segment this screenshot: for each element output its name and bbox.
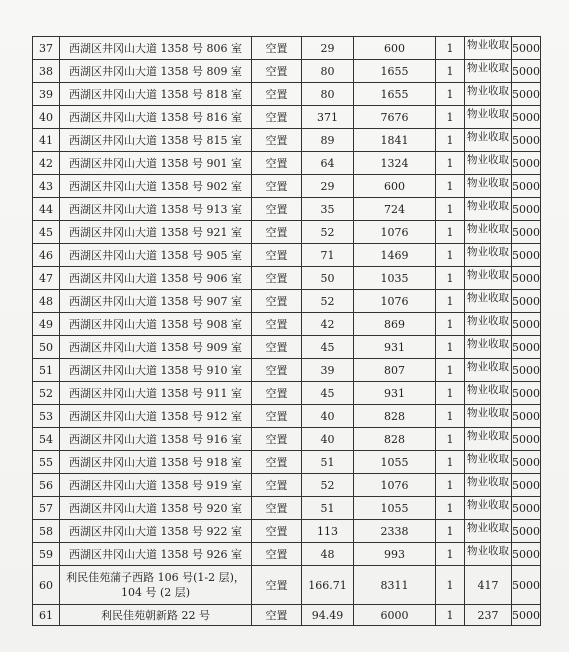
cell-address: 西湖区井冈山大道 1358 号 912 室 (60, 405, 252, 428)
cell-area: 89 (302, 129, 354, 152)
cell-amount: 1655 (354, 60, 436, 83)
cell-address: 利民佳苑朝新路 22 号 (60, 605, 252, 626)
cell-number: 61 (33, 605, 60, 626)
cell-address: 西湖区井冈山大道 1358 号 809 室 (60, 60, 252, 83)
cell-quantity: 1 (436, 290, 465, 313)
cell-amount: 1655 (354, 83, 436, 106)
cell-deposit: 5000 (512, 451, 541, 474)
cell-deposit: 5000 (512, 359, 541, 382)
cell-deposit: 5000 (512, 382, 541, 405)
cell-amount: 1076 (354, 474, 436, 497)
cell-status: 空置 (252, 359, 302, 382)
cell-collector: 物业收取 (465, 152, 512, 175)
cell-address: 西湖区井冈山大道 1358 号 921 室 (60, 221, 252, 244)
cell-number: 37 (33, 37, 60, 60)
cell-area: 29 (302, 175, 354, 198)
cell-quantity: 1 (436, 175, 465, 198)
cell-amount: 931 (354, 336, 436, 359)
cell-address: 西湖区井冈山大道 1358 号 907 室 (60, 290, 252, 313)
cell-quantity: 1 (436, 244, 465, 267)
cell-status: 空置 (252, 175, 302, 198)
cell-collector: 物业收取 (465, 543, 512, 566)
cell-amount: 828 (354, 405, 436, 428)
cell-number: 38 (33, 60, 60, 83)
cell-deposit: 5000 (512, 152, 541, 175)
cell-deposit: 5000 (512, 566, 541, 605)
cell-status: 空置 (252, 267, 302, 290)
cell-number: 58 (33, 520, 60, 543)
cell-collector: 物业收取 (465, 428, 512, 451)
cell-address: 西湖区井冈山大道 1358 号 902 室 (60, 175, 252, 198)
cell-quantity: 1 (436, 382, 465, 405)
cell-area: 64 (302, 152, 354, 175)
cell-area: 39 (302, 359, 354, 382)
cell-collector: 物业收取 (465, 290, 512, 313)
cell-amount: 7676 (354, 106, 436, 129)
cell-number: 42 (33, 152, 60, 175)
cell-quantity: 1 (436, 198, 465, 221)
cell-number: 48 (33, 290, 60, 313)
cell-number: 43 (33, 175, 60, 198)
cell-quantity: 1 (436, 520, 465, 543)
cell-collector: 物业收取 (465, 198, 512, 221)
cell-area: 51 (302, 497, 354, 520)
cell-quantity: 1 (436, 313, 465, 336)
cell-number: 60 (33, 566, 60, 605)
table-row (33, 37, 541, 60)
cell-quantity: 1 (436, 405, 465, 428)
cell-deposit: 5000 (512, 405, 541, 428)
cell-number: 52 (33, 382, 60, 405)
cell-amount: 8311 (354, 566, 436, 605)
cell-area: 52 (302, 221, 354, 244)
cell-collector: 物业收取 (465, 175, 512, 198)
cell-address: 西湖区井冈山大道 1358 号 926 室 (60, 543, 252, 566)
table-row (33, 520, 541, 543)
cell-address: 西湖区井冈山大道 1358 号 806 室 (60, 37, 252, 60)
cell-deposit: 5000 (512, 198, 541, 221)
table-row (33, 336, 541, 359)
cell-deposit: 5000 (512, 605, 541, 626)
cell-area: 45 (302, 382, 354, 405)
cell-amount: 931 (354, 382, 436, 405)
cell-deposit: 5000 (512, 543, 541, 566)
cell-area: 80 (302, 60, 354, 83)
cell-number: 41 (33, 129, 60, 152)
table-row (33, 405, 541, 428)
cell-status: 空置 (252, 37, 302, 60)
cell-deposit: 5000 (512, 221, 541, 244)
table-row (33, 451, 541, 474)
cell-status: 空置 (252, 313, 302, 336)
cell-address: 西湖区井冈山大道 1358 号 920 室 (60, 497, 252, 520)
cell-status: 空置 (252, 152, 302, 175)
cell-deposit: 5000 (512, 267, 541, 290)
cell-quantity: 1 (436, 605, 465, 626)
cell-address: 利民佳苑蒲子西路 106 号(1-2 层)，104 号 (2 层) (60, 566, 252, 605)
cell-status: 空置 (252, 520, 302, 543)
cell-area: 80 (302, 83, 354, 106)
cell-deposit: 5000 (512, 474, 541, 497)
cell-status: 空置 (252, 605, 302, 626)
cell-address: 西湖区井冈山大道 1358 号 906 室 (60, 267, 252, 290)
table-row (33, 152, 541, 175)
cell-area: 52 (302, 474, 354, 497)
cell-collector: 237 (465, 605, 512, 626)
cell-amount: 1055 (354, 451, 436, 474)
cell-quantity: 1 (436, 106, 465, 129)
cell-collector: 物业收取 (465, 359, 512, 382)
cell-area: 113 (302, 520, 354, 543)
cell-address: 西湖区井冈山大道 1358 号 908 室 (60, 313, 252, 336)
cell-area: 94.49 (302, 605, 354, 626)
cell-status: 空置 (252, 129, 302, 152)
cell-quantity: 1 (436, 60, 465, 83)
cell-deposit: 5000 (512, 428, 541, 451)
cell-number: 44 (33, 198, 60, 221)
cell-area: 40 (302, 405, 354, 428)
cell-quantity: 1 (436, 543, 465, 566)
cell-collector: 物业收取 (465, 129, 512, 152)
cell-number: 51 (33, 359, 60, 382)
table-row (33, 198, 541, 221)
table-row (33, 382, 541, 405)
cell-area: 45 (302, 336, 354, 359)
cell-address: 西湖区井冈山大道 1358 号 905 室 (60, 244, 252, 267)
table-row (33, 106, 541, 129)
cell-number: 40 (33, 106, 60, 129)
cell-quantity: 1 (436, 336, 465, 359)
cell-number: 53 (33, 405, 60, 428)
table-row (33, 497, 541, 520)
table-row (33, 605, 541, 626)
cell-amount: 1055 (354, 497, 436, 520)
cell-collector: 417 (465, 566, 512, 605)
cell-deposit: 5000 (512, 497, 541, 520)
cell-address: 西湖区井冈山大道 1358 号 818 室 (60, 83, 252, 106)
table-row (33, 221, 541, 244)
cell-amount: 1076 (354, 221, 436, 244)
cell-status: 空置 (252, 405, 302, 428)
table-row (33, 60, 541, 83)
cell-deposit: 5000 (512, 336, 541, 359)
cell-area: 40 (302, 428, 354, 451)
cell-deposit: 5000 (512, 83, 541, 106)
cell-deposit: 5000 (512, 37, 541, 60)
table-row (33, 244, 541, 267)
table-body (33, 37, 541, 626)
cell-quantity: 1 (436, 152, 465, 175)
cell-quantity: 1 (436, 37, 465, 60)
table-row (33, 175, 541, 198)
cell-quantity: 1 (436, 566, 465, 605)
cell-deposit: 5000 (512, 175, 541, 198)
cell-collector: 物业收取 (465, 382, 512, 405)
cell-amount: 807 (354, 359, 436, 382)
cell-area: 50 (302, 267, 354, 290)
cell-amount: 1076 (354, 290, 436, 313)
cell-deposit: 5000 (512, 290, 541, 313)
cell-collector: 物业收取 (465, 37, 512, 60)
cell-area: 166.71 (302, 566, 354, 605)
cell-address: 西湖区井冈山大道 1358 号 919 室 (60, 474, 252, 497)
cell-status: 空置 (252, 290, 302, 313)
cell-status: 空置 (252, 244, 302, 267)
cell-collector: 物业收取 (465, 244, 512, 267)
cell-number: 47 (33, 267, 60, 290)
cell-address: 西湖区井冈山大道 1358 号 918 室 (60, 451, 252, 474)
cell-amount: 993 (354, 543, 436, 566)
cell-quantity: 1 (436, 428, 465, 451)
cell-status: 空置 (252, 221, 302, 244)
cell-status: 空置 (252, 60, 302, 83)
cell-status: 空置 (252, 106, 302, 129)
cell-collector: 物业收取 (465, 405, 512, 428)
cell-quantity: 1 (436, 221, 465, 244)
table-row (33, 543, 541, 566)
table-row (33, 428, 541, 451)
cell-number: 49 (33, 313, 60, 336)
cell-address: 西湖区井冈山大道 1358 号 913 室 (60, 198, 252, 221)
cell-area: 35 (302, 198, 354, 221)
cell-status: 空置 (252, 382, 302, 405)
cell-area: 29 (302, 37, 354, 60)
cell-status: 空置 (252, 83, 302, 106)
cell-deposit: 5000 (512, 60, 541, 83)
cell-amount: 1841 (354, 129, 436, 152)
cell-area: 71 (302, 244, 354, 267)
cell-collector: 物业收取 (465, 106, 512, 129)
cell-amount: 600 (354, 175, 436, 198)
cell-number: 55 (33, 451, 60, 474)
cell-collector: 物业收取 (465, 267, 512, 290)
cell-deposit: 5000 (512, 520, 541, 543)
cell-quantity: 1 (436, 497, 465, 520)
cell-amount: 1469 (354, 244, 436, 267)
cell-quantity: 1 (436, 83, 465, 106)
cell-number: 59 (33, 543, 60, 566)
cell-number: 54 (33, 428, 60, 451)
cell-amount: 724 (354, 198, 436, 221)
table-row (33, 313, 541, 336)
cell-quantity: 1 (436, 451, 465, 474)
table-row (33, 474, 541, 497)
cell-collector: 物业收取 (465, 221, 512, 244)
cell-collector: 物业收取 (465, 497, 512, 520)
cell-number: 39 (33, 83, 60, 106)
cell-address: 西湖区井冈山大道 1358 号 909 室 (60, 336, 252, 359)
cell-status: 空置 (252, 474, 302, 497)
cell-quantity: 1 (436, 129, 465, 152)
cell-address: 西湖区井冈山大道 1358 号 901 室 (60, 152, 252, 175)
cell-collector: 物业收取 (465, 336, 512, 359)
cell-status: 空置 (252, 566, 302, 605)
cell-amount: 1035 (354, 267, 436, 290)
cell-number: 46 (33, 244, 60, 267)
cell-status: 空置 (252, 543, 302, 566)
cell-address: 西湖区井冈山大道 1358 号 910 室 (60, 359, 252, 382)
cell-area: 48 (302, 543, 354, 566)
cell-address: 西湖区井冈山大道 1358 号 911 室 (60, 382, 252, 405)
cell-quantity: 1 (436, 267, 465, 290)
table-row (33, 83, 541, 106)
cell-amount: 828 (354, 428, 436, 451)
cell-status: 空置 (252, 198, 302, 221)
cell-quantity: 1 (436, 359, 465, 382)
cell-address: 西湖区井冈山大道 1358 号 922 室 (60, 520, 252, 543)
cell-address: 西湖区井冈山大道 1358 号 816 室 (60, 106, 252, 129)
cell-collector: 物业收取 (465, 474, 512, 497)
cell-area: 51 (302, 451, 354, 474)
cell-status: 空置 (252, 336, 302, 359)
cell-number: 56 (33, 474, 60, 497)
cell-collector: 物业收取 (465, 313, 512, 336)
cell-area: 52 (302, 290, 354, 313)
cell-deposit: 5000 (512, 313, 541, 336)
cell-deposit: 5000 (512, 129, 541, 152)
cell-collector: 物业收取 (465, 520, 512, 543)
cell-address: 西湖区井冈山大道 1358 号 916 室 (60, 428, 252, 451)
cell-number: 57 (33, 497, 60, 520)
cell-amount: 600 (354, 37, 436, 60)
cell-amount: 1324 (354, 152, 436, 175)
cell-status: 空置 (252, 497, 302, 520)
cell-amount: 6000 (354, 605, 436, 626)
cell-number: 45 (33, 221, 60, 244)
table-row (33, 566, 541, 605)
table-row (33, 359, 541, 382)
cell-deposit: 5000 (512, 106, 541, 129)
cell-area: 371 (302, 106, 354, 129)
table-row (33, 267, 541, 290)
cell-address: 西湖区井冈山大道 1358 号 815 室 (60, 129, 252, 152)
cell-collector: 物业收取 (465, 83, 512, 106)
cell-status: 空置 (252, 428, 302, 451)
table-row (33, 290, 541, 313)
cell-amount: 2338 (354, 520, 436, 543)
cell-status: 空置 (252, 451, 302, 474)
cell-area: 42 (302, 313, 354, 336)
cell-collector: 物业收取 (465, 60, 512, 83)
property-table (32, 36, 541, 626)
cell-quantity: 1 (436, 474, 465, 497)
cell-deposit: 5000 (512, 244, 541, 267)
cell-number: 50 (33, 336, 60, 359)
cell-collector: 物业收取 (465, 451, 512, 474)
table-row (33, 129, 541, 152)
cell-amount: 869 (354, 313, 436, 336)
